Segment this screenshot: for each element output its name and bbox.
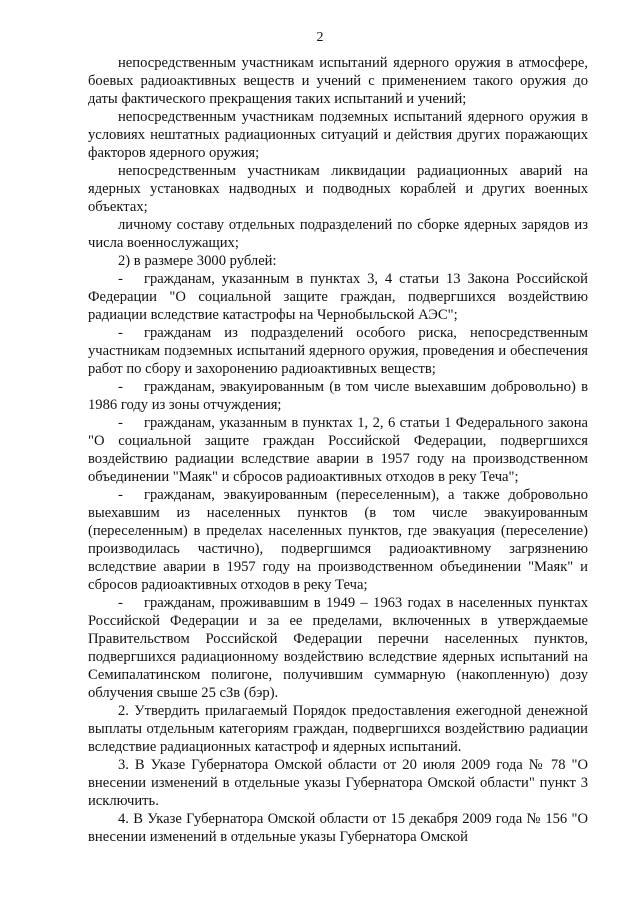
- dash-marker: -: [118, 379, 123, 395]
- paragraph-text: гражданам, эвакуированным (переселенным), а также добровольно выехавшим из населенных пунктов (в том числе эвакуированным (переселенным) в пределах населенных пунктов, где эвакуация (переселение) производилась частично), подвергшимся радиоактивному загрязнению вследствие аварии в 1957 году на производственном объединении "Маяк" и сбросов радиоактивных отходов в реку Теча;: [88, 487, 588, 593]
- paragraph-text: 4. В Указе Губернатора Омской области от 15 декабря 2009 года № 156 "О внесении изменений в отдельные указы Губернатора Омской: [88, 811, 588, 845]
- dash-marker: -: [118, 271, 123, 287]
- paragraph: [88, 756, 588, 810]
- list-item: [88, 594, 588, 702]
- paragraph-text: гражданам, указанным в пунктах 1, 2, 6 статьи 1 Федерального закона "О социальной защите граждан Российской Федерации, подвергшихся воздействию радиации вследствие аварии в 1957 году на производственном объединении "Маяк" и сбросов радиоактивных отходов в реку Теча";: [88, 415, 588, 485]
- paragraph-text: личному составу отдельных подразделений по сборке ядерных зарядов из числа военнослужащих;: [88, 217, 588, 251]
- dash-marker: -: [118, 595, 123, 611]
- paragraph: [88, 702, 588, 756]
- paragraph-text: гражданам, указанным в пунктах 3, 4 статьи 13 Закона Российской Федерации "О социальной защите граждан, подвергшихся воздействию радиации вследствие катастрофы на Чернобыльской АЭС";: [88, 271, 588, 323]
- paragraph: [88, 810, 588, 846]
- list-item: [88, 324, 588, 378]
- paragraph-text: непосредственным участникам подземных испытаний ядерного оружия в условиях нештатных радиационных ситуаций и действия других поражающих факторов ядерного оружия;: [88, 109, 588, 161]
- paragraph: [88, 162, 588, 216]
- paragraph: [88, 252, 588, 270]
- list-item: [88, 414, 588, 486]
- paragraph-text: непосредственным участникам ликвидации радиационных аварий на ядерных установках надводных и подводных кораблей и других военных объектах;: [88, 163, 588, 215]
- paragraph-text: 3. В Указе Губернатора Омской области от 20 июля 2009 года № 78 "О внесении изменений в отдельные указы Губернатора Омской области" пункт 3 исключить.: [88, 757, 588, 809]
- paragraph-text: 2) в размере 3000 рублей:: [118, 253, 277, 269]
- paragraph-text: гражданам из подразделений особого риска, непосредственным участникам подземных испытаний ядерного оружия, проведения и обеспечения работ по сбору и захоронению радиоактивных веществ;: [88, 325, 588, 377]
- dash-marker: -: [118, 487, 123, 503]
- paragraph-text: 2. Утвердить прилагаемый Порядок предоставления ежегодной денежной выплаты отдельным категориям граждан, подвергшихся воздействию радиации вследствие радиационных катастроф и ядерных испытаний.: [88, 703, 588, 755]
- document-body: [88, 54, 588, 846]
- dash-marker: -: [118, 415, 123, 431]
- list-item: [88, 378, 588, 414]
- paragraph-text: гражданам, эвакуированным (в том числе выехавшим добровольно) в 1986 году из зоны отчуждения;: [88, 379, 588, 413]
- paragraph: [88, 108, 588, 162]
- paragraph-text: гражданам, проживавшим в 1949 – 1963 годах в населенных пунктах Российской Федерации и за ее пределами, включенных в утверждаемые Правительством Российской Федерации перечни населенных пунктов, подвергшихся радиационному воздействию вследствие ядерных испытаний на Семипалатинском полигоне, получившим суммарную (накопленную) дозу облучения свыше 25 сЗв (бэр).: [88, 595, 588, 701]
- paragraph-text: непосредственным участникам испытаний ядерного оружия в атмосфере, боевых радиоактивных веществ и учений с применением такого оружия до даты фактического прекращения таких испытаний и учений;: [88, 55, 588, 107]
- paragraph: [88, 54, 588, 108]
- dash-marker: -: [118, 325, 123, 341]
- page-number: 2: [316, 30, 324, 45]
- list-item: [88, 270, 588, 324]
- paragraph: [88, 216, 588, 252]
- list-item: [88, 486, 588, 594]
